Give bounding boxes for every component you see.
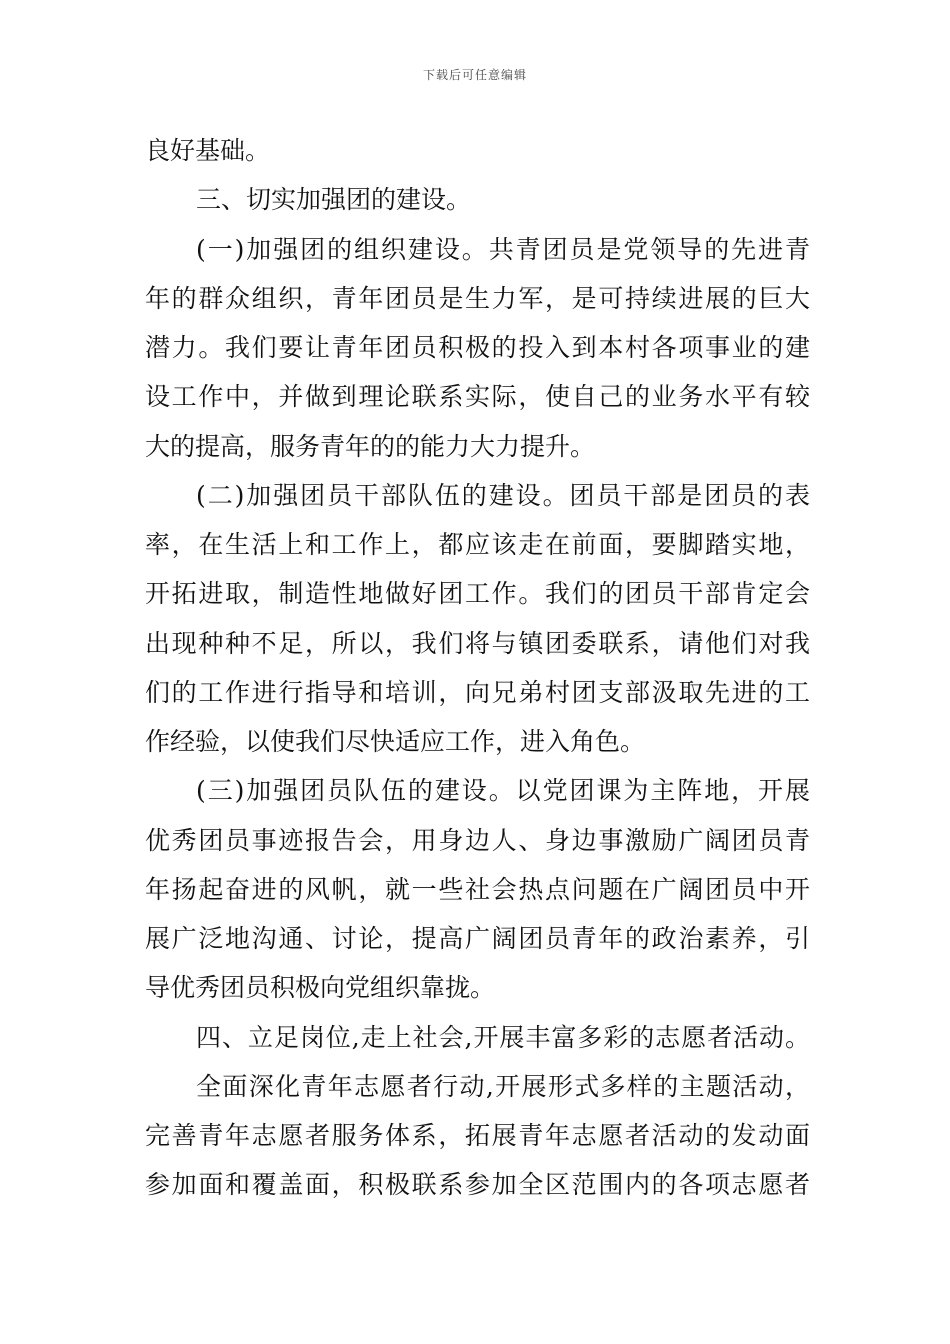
text-line: 参加面和覆盖面，积极联系参加全区范围内的各项志愿者 bbox=[145, 1170, 810, 1200]
text-line: 出现种种不足，所以，我们将与镇团委联系，请他们对我 bbox=[145, 628, 810, 658]
text-line: 导优秀团员积极向党组织靠拢。 bbox=[145, 973, 496, 1003]
text-line: 优秀团员事迹报告会，用身边人、身边事激励广阔团员青 bbox=[145, 825, 810, 855]
section-heading: 三、切实加强团的建设。 bbox=[196, 185, 472, 215]
text-line: 良好基础。 bbox=[145, 136, 271, 165]
document-body bbox=[145, 126, 810, 1210]
text-line: 全面深化青年志愿者行动,开展形式多样的主题活动， bbox=[196, 1071, 810, 1101]
text-line: 大的提高，服务青年的的能力大力提升。 bbox=[145, 431, 596, 461]
text-line: 潜力。我们要让青年团员积极的投入到本村各项事业的建 bbox=[145, 333, 810, 362]
text-line: 设工作中，并做到理论联系实际，使自己的业务水平有较 bbox=[145, 382, 810, 412]
text-line: 完善青年志愿者服务体系，拓展青年志愿者活动的发动面 bbox=[145, 1121, 810, 1150]
text-line: 展广泛地沟通、讨论，提高广阔团员青年的政治素养，引 bbox=[145, 924, 810, 953]
text-line: (一)加强团的组织建设。共青团员是党领导的先进青 bbox=[196, 234, 810, 264]
text-line: 开拓进取，制造性地做好团工作。我们的团员干部肯定会 bbox=[145, 579, 810, 609]
text-line: 年的群众组织，青年团员是生力军，是可持续进展的巨大 bbox=[145, 283, 810, 313]
text-line: (三)加强团员队伍的建设。以党团课为主阵地，开展 bbox=[196, 776, 810, 806]
section-heading: 四、立足岗位,走上社会,开展丰富多彩的志愿者活动。 bbox=[196, 1022, 810, 1052]
text-line: 年扬起奋进的风帆，就一些社会热点问题在广阔团员中开 bbox=[145, 874, 810, 904]
text-line: (二)加强团员干部队伍的建设。团员干部是团员的表 bbox=[196, 480, 810, 510]
page-header: 下载后可任意编辑 bbox=[422, 68, 527, 82]
text-line: 率，在生活上和工作上，都应该走在前面，要脚踏实地， bbox=[145, 530, 810, 559]
text-line: 们的工作进行指导和培训，向兄弟村团支部汲取先进的工 bbox=[145, 677, 810, 707]
text-line: 作经验，以使我们尽快适应工作，进入角色。 bbox=[145, 727, 646, 756]
